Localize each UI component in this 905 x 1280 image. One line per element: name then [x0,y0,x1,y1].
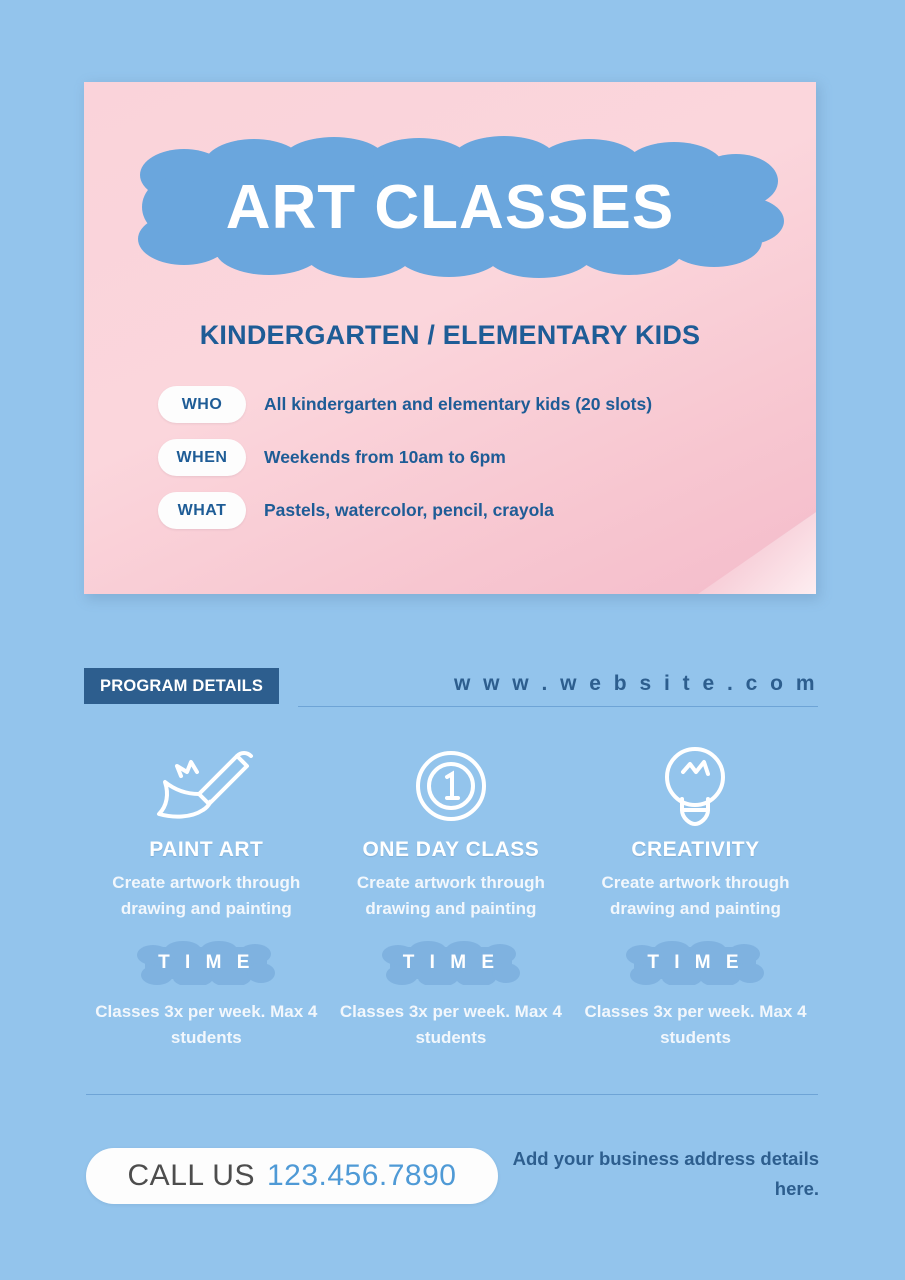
feature-note: Classes 3x per week. Max 4 students [339,1001,562,1048]
feature-title: CREATIVITY [631,838,760,861]
feature-column-paint-art [84,742,329,1051]
title-brush-group [84,135,816,280]
program-details-tag: PROGRAM DETAILS [84,668,279,704]
paintbrush-icon [84,742,329,830]
business-address: Add your business address details here. [512,1148,819,1199]
info-text-what: Pastels, watercolor, pencil, crayola [264,500,554,520]
info-pill-what: WHAT [158,492,246,529]
info-list [158,386,818,545]
phone-number[interactable]: 123.456.7890 [266,1159,457,1192]
features-row [84,742,818,1051]
feature-note: Classes 3x per week. Max 4 students [95,1001,318,1048]
info-pill-when: WHEN [158,439,246,476]
feature-description: Create artwork through drawing and painting [601,873,790,919]
website-url[interactable]: w w w . w e b s i t e . c o m [453,672,818,695]
lightbulb-idea-icon [573,742,818,830]
feature-column-creativity [573,742,818,1051]
info-pill-who: WHO [158,386,246,423]
page-title: ART CLASSES [225,173,675,242]
feature-column-one-day-class [329,742,574,1051]
info-row [158,492,818,529]
time-badge [131,941,281,985]
feature-description: Create artwork through drawing and painting [356,873,545,919]
feature-title: PAINT ART [149,838,264,861]
info-row [158,386,818,423]
program-details-rule [298,706,818,707]
feature-description: Create artwork through drawing and painting [112,873,301,919]
time-badge [376,941,526,985]
footer-divider [86,1094,818,1095]
time-badge [620,941,770,985]
call-us-label: CALL US [127,1159,255,1192]
call-us-pill[interactable] [86,1148,498,1204]
feature-note: Classes 3x per week. Max 4 students [584,1001,807,1048]
info-text-who: All kindergarten and elementary kids (20 slots) [264,394,653,414]
time-badge-label: T I M E [158,951,255,973]
one-day-coin-icon [329,742,574,830]
time-badge-label: T I M E [647,951,744,973]
feature-title: ONE DAY CLASS [362,838,540,861]
info-text-when: Weekends from 10am to 6pm [264,447,506,467]
page-subtitle: KINDERGARTEN / ELEMENTARY KIDS [199,320,701,350]
info-row [158,439,818,476]
time-badge-label: T I M E [402,951,499,973]
